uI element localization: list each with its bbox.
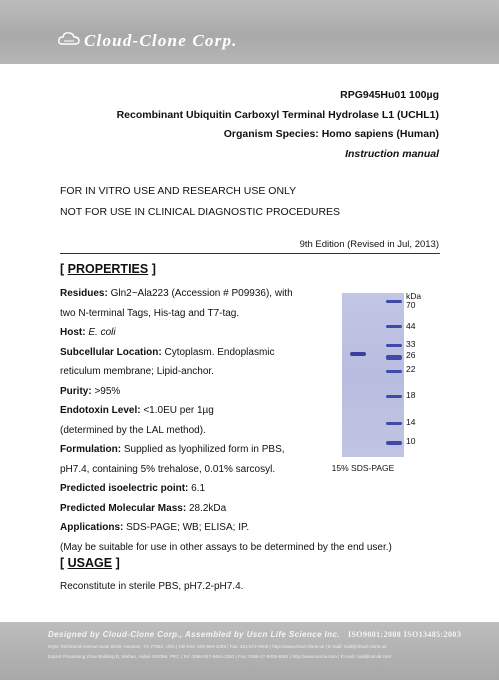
residues-row-cont: two N-terminal Tags, His-tag and T7-tag. (60, 307, 240, 319)
endotoxin-row-cont: (determined by the LAL method). (60, 424, 206, 436)
applications-note: (May be suitable for use in other assays to be determined by the end user.) (60, 541, 392, 553)
notice-line-1: FOR IN VITRO USE AND RESEARCH USE ONLY (60, 185, 297, 197)
properties-heading: [ PROPERTIES ] (60, 262, 156, 276)
marker-label: 70 (406, 300, 416, 310)
footer-banner (0, 622, 499, 680)
marker-band (386, 325, 402, 328)
subcellular-row-cont: reticulum membrane; Lipid-anchor. (60, 366, 214, 377)
usage-notice (60, 181, 340, 222)
applications-row: Applications: SDS-PAGE; WB; ELISA; IP. (60, 522, 250, 533)
organism-species: Organism Species: Homo sapiens (Human) (223, 128, 439, 140)
endotoxin-row: Endotoxin Level: <1.0EU per 1µg (60, 405, 214, 416)
unit-label: kDa (406, 291, 422, 301)
brand-name: Cloud-Clone Corp. (84, 31, 238, 50)
footer-designed-line: Designed by Cloud-Clone Corp., Assembled by Uscn Life Science Inc. ISO9001:2008 ISO13485:2003 (48, 630, 462, 639)
usage-heading-text: USAGE (67, 556, 113, 570)
divider-line (60, 253, 440, 254)
marker-band (386, 300, 402, 303)
marker-band (386, 441, 402, 445)
gel-image (342, 293, 404, 457)
usage-heading: [ USAGE ] (60, 556, 120, 570)
properties-heading-text: PROPERTIES (67, 262, 149, 276)
product-name: Recombinant Ubiquitin Carboxyl Terminal Hydrolase L1 (UCHL1) (116, 108, 439, 121)
molecular-mass-row: Predicted Molecular Mass: 28.2kDa (60, 502, 227, 514)
marker-label: 14 (406, 417, 416, 427)
marker-band (386, 355, 402, 360)
marker-label: 33 (406, 339, 416, 349)
product-code: RPG945Hu01 100µg (340, 89, 439, 101)
iso-certification: ISO9001:2008 ISO13485:2003 (347, 630, 462, 639)
formulation-row-cont: pH7.4, containing 5% trehalose, 0.01% sarcosyl. (60, 463, 276, 475)
host-row: Host: E. coli (60, 327, 116, 338)
footer-address-export: Export Processing Zone Building B, Wuhan, Hubei 430056, PRC | Tel: 0086-027-8461-2281 | Fax: 0086-27-8425-9551 | http://www.uscnk.com | E-mail: mail@uscnk.com (48, 654, 392, 659)
marker-label: 18 (406, 390, 416, 400)
cloud-logo-icon (58, 31, 80, 47)
header-banner (0, 0, 499, 64)
residues-row: Residues: Gln2~Ala223 (Accession # P09936), with (60, 288, 293, 299)
sample-band (350, 352, 366, 356)
marker-label: 44 (406, 321, 416, 331)
gel-caption: 15% SDS-PAGE (331, 463, 395, 473)
edition-text: 9th Edition (Revised in Jul, 2013) (299, 239, 439, 250)
product-title-block (117, 86, 439, 164)
marker-label: 10 (406, 436, 416, 446)
instruction-manual-label: Instruction manual (345, 147, 439, 160)
marker-label: 26 (406, 350, 416, 360)
marker-band (386, 344, 402, 347)
marker-band (386, 370, 402, 373)
usage-text: Reconstitute in sterile PBS, pH7.2-pH7.4. (60, 581, 244, 592)
subcellular-row: Subcellular Location: Cytoplasm. Endoplasmic (60, 346, 275, 358)
purity-row: Purity: >95% (60, 385, 121, 397)
sds-page-gel-figure (331, 289, 442, 475)
formulation-row: Formulation: Supplied as lyophilized form in PBS, (60, 444, 285, 455)
marker-band (386, 422, 402, 425)
marker-label: 22 (406, 364, 416, 374)
footer-address-hq: HQS: Richmond Avenue Suite 9019, Houston, TX 77082, USA | Toll-free: 800-993-1009 | Fax: 281-572-0008 | http://www.cloud-clone.us | E-mail: mail@cloud-clone.us (48, 644, 387, 649)
notice-line-2: NOT FOR USE IN CLINICAL DIAGNOSTIC PROCEDURES (60, 205, 341, 218)
isoelectric-row: Predicted isoelectric point: 6.1 (60, 483, 206, 494)
marker-band (386, 395, 402, 398)
